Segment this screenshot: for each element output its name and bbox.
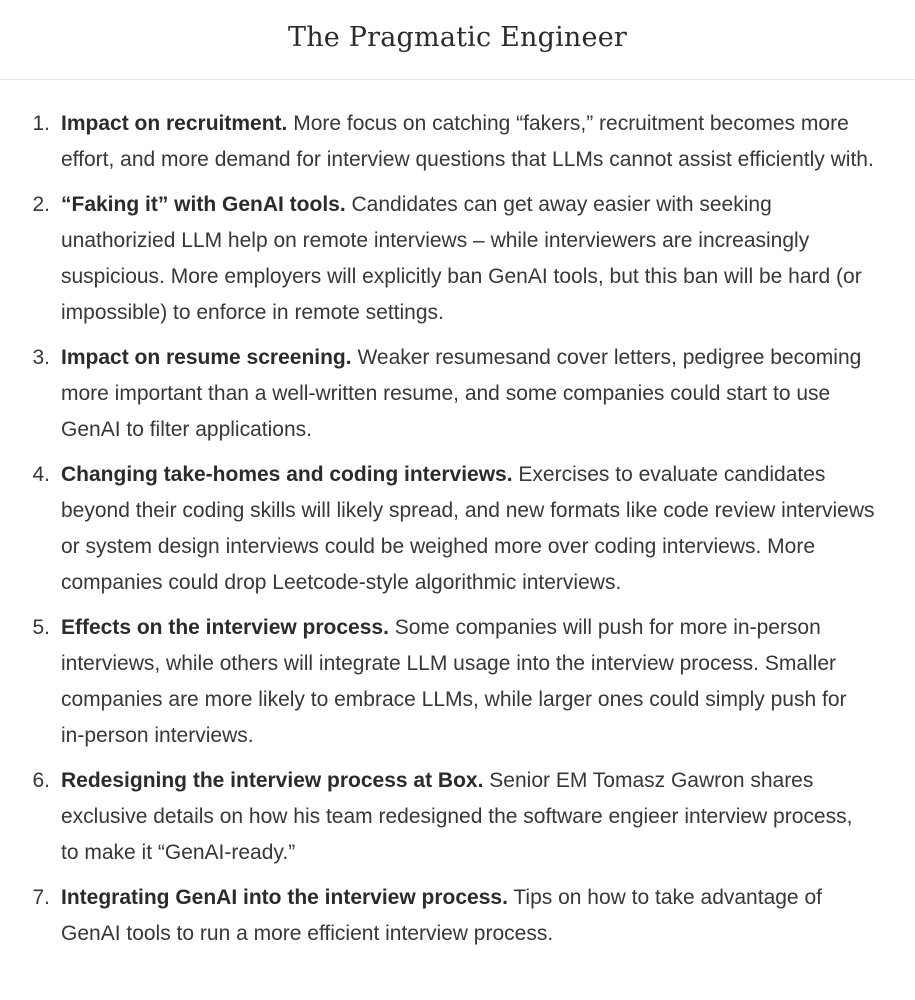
list-item-number: 5.: [32, 616, 50, 639]
list-item: [0, 457, 875, 601]
list-item-text: Candidates can get away easier with seeking unathorizied LLM help on remote interviews – while interviewers are increasingly suspicious. More employers will explicitly ban GenAI tools, but this ban will be hard (or impossible) to enforce in remote settings.: [61, 193, 862, 324]
numbered-list: [0, 106, 875, 952]
site-header: [0, 0, 915, 80]
list-item-lead: Impact on resume screening.: [61, 346, 352, 369]
list-item-number: 3.: [32, 346, 50, 369]
list-item-text: More focus on catching “fakers,” recruitment becomes more effort, and more demand for interview questions that LLMs cannot assist efficiently with.: [61, 112, 874, 171]
list-item-lead: Impact on recruitment.: [61, 112, 288, 135]
list-item-number: 2.: [32, 193, 50, 216]
list-item-number: 1.: [32, 112, 50, 135]
list-item-lead: “Faking it” with GenAI tools.: [61, 193, 346, 216]
list-item: [0, 340, 875, 448]
list-item-text: Tips on how to take advantage of GenAI tools to run a more efficient interview process.: [61, 886, 822, 945]
list-item: [0, 880, 875, 952]
list-item-text: Exercises to evaluate candidates beyond their coding skills will likely spread, and new formats like code review interviews or system design interviews could be weighed more over coding interviews. More companies could drop Leetcode-style algorithmic interviews.: [61, 463, 875, 594]
list-item: [0, 610, 875, 754]
list-item: [0, 187, 875, 331]
list-item-lead: Effects on the interview process.: [61, 616, 389, 639]
list-item-number: 7.: [32, 886, 50, 909]
list-item-number: 6.: [32, 769, 50, 792]
list-item-number: 4.: [32, 463, 50, 486]
list-item: [0, 763, 875, 871]
list-item-lead: Redesigning the interview process at Box.: [61, 769, 484, 792]
article-body: [0, 106, 915, 952]
list-item-text: Senior EM Tomasz Gawron shares exclusive details on how his team redesigned the software engieer interview process, to make it “GenAI-ready.”: [61, 769, 853, 864]
list-item-text: Weaker resumesand cover letters, pedigree becoming more important than a well-written resume, and some companies could start to use GenAI to filter applications.: [61, 346, 862, 441]
publication-title[interactable]: The Pragmatic Engineer: [288, 22, 627, 53]
list-item-lead: Changing take-homes and coding interviews.: [61, 463, 513, 486]
list-item: [0, 106, 875, 178]
list-item-lead: Integrating GenAI into the interview process.: [61, 886, 508, 909]
list-item-text: Some companies will push for more in-person interviews, while others will integrate LLM usage into the interview process. Smaller companies are more likely to embrace LLMs, while larger ones could simply push for in-person interviews.: [61, 616, 847, 747]
